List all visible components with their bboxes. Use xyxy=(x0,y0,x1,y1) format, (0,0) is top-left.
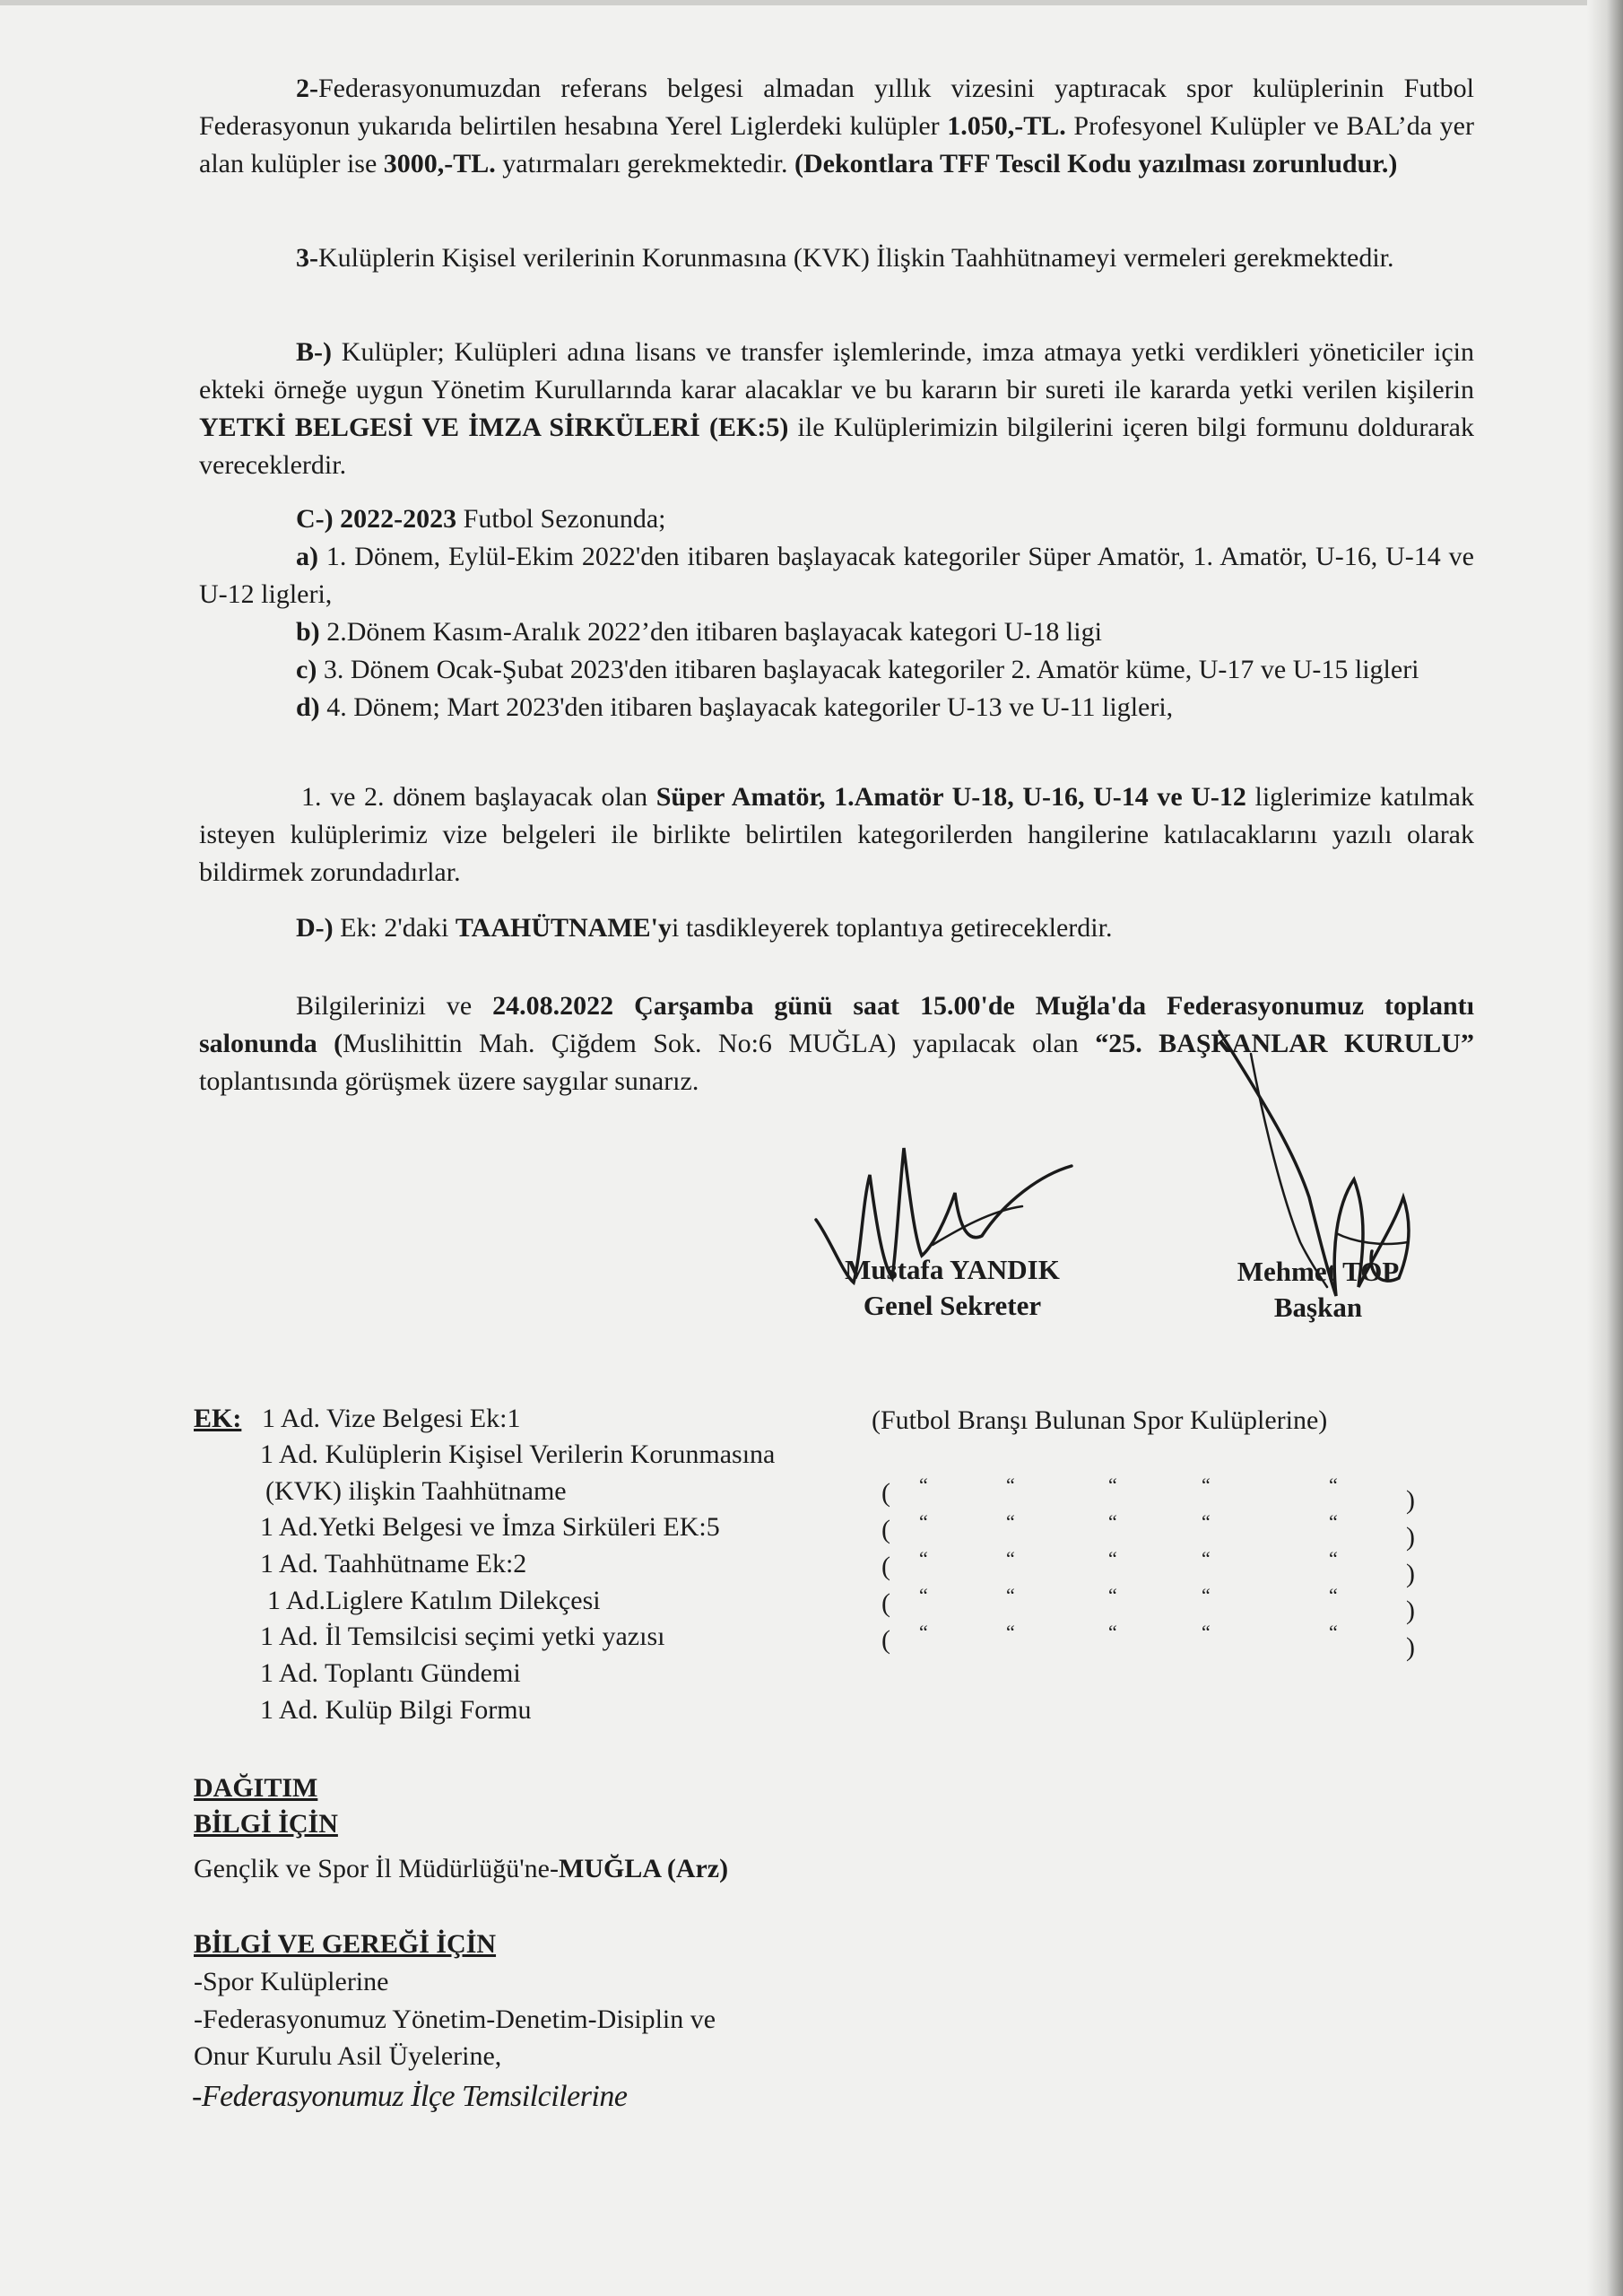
ek-item-8: 1 Ad. Toplantı Gündemi xyxy=(260,1658,521,1688)
ditto-mark: “ xyxy=(919,1474,928,1496)
ditto-mark: “ xyxy=(1329,1584,1338,1606)
signatory-right-name: Mehmet TOP xyxy=(1237,1256,1400,1287)
paragraph-c: C-) 2022-2023 Futbol Sezonunda; a) 1. Dönem, Eylül-Ekim 2022'den itibaren başlayacak kategoriler Süper Amatör, 1. Amatör, U-16, U-14 ve U-12 ligleri, b) 2.Dönem Kasım-Aralık 2022’den itibaren başlayacak kategori U-18 ligi c) 3. Dönem Ocak-Şubat 2023'den itibaren başlayacak kategoriler 2. Amatör küme, U-17 ve U-15 ligleri d) 4. Dönem; Mart 2023'den itibaren başlayacak kategoriler U-13 ve U-11 ligleri, xyxy=(199,500,1474,726)
signatory-left-title: Genel Sekreter xyxy=(863,1290,1042,1321)
ek-item-5: 1 Ad. Taahhütname Ek:2 xyxy=(260,1549,527,1578)
ek-item-4: 1 Ad.Yetki Belgesi ve İmza Sirküleri EK:5 xyxy=(260,1512,720,1542)
ek-item-1: 1 Ad. Vize Belgesi Ek:1 xyxy=(262,1404,521,1433)
ek-item-2: 1 Ad. Kulüplerin Kişisel Verilerin Korunmasına xyxy=(260,1439,776,1469)
paragraph-b: B-) Kulüpler; Kulüpleri adına lisans ve transfer işlemlerinde, imza atmaya yetki verdikleri yöneticiler için ekteki örneğe uygun Yönetim Kurullarında karar alacaklar ve bu kararın bir sureti ile kararda yetki verilen kişilerin YETKİ BELGESİ VE İMZA SİRKÜLERİ (EK:5) ile Kulüplerimizin bilgilerini içeren bilgi formunu doldurarak vereceklerdir. xyxy=(199,337,1474,480)
item-d: d) 4. Dönem; Mart 2023'den itibaren başlayacak kategoriler U-13 ve U-11 ligleri, xyxy=(296,692,1174,722)
ditto-mark: “ xyxy=(919,1547,928,1570)
item-c: c) 3. Dönem Ocak-Şubat 2023'den itibaren başlayacak kategoriler 2. Amatör küme, U-17 ve U-15 ligleri xyxy=(296,655,1419,684)
paragraph-c2: 1. ve 2. dönem başlayacak olan Süper Amatör, 1.Amatör U-18, U-16, U-14 ve U-12 liglerimize katılmak isteyen kulüplerimiz vize belgeleri ile birlikte belirtilen kategorilerden hangilerine katılacaklarını yazılı olarak bildirmek zorundadırlar. xyxy=(199,782,1474,887)
ditto-open-paren: ( xyxy=(881,1588,890,1618)
ditto-close-paren: ) xyxy=(1406,1485,1415,1515)
ditto-mark: “ xyxy=(1202,1474,1211,1496)
ditto-mark: “ xyxy=(1202,1584,1211,1606)
ditto-mark: “ xyxy=(1202,1621,1211,1643)
info-heading: BİLGİ İÇİN xyxy=(194,1809,338,1839)
ditto-open-paren: ( xyxy=(881,1515,890,1544)
ditto-mark: “ xyxy=(1006,1474,1015,1496)
ditto-mark: “ xyxy=(1108,1510,1117,1533)
scan-top-edge xyxy=(0,0,1623,5)
ditto-open-paren: ( xyxy=(881,1625,890,1655)
ditto-mark: “ xyxy=(1202,1510,1211,1533)
ditto-mark: “ xyxy=(919,1584,928,1606)
ditto-mark: “ xyxy=(1006,1547,1015,1570)
action-item-3: Onur Kurulu Asil Üyelerine, xyxy=(194,2041,502,2071)
ditto-mark: “ xyxy=(1329,1474,1338,1496)
paragraph-3: 3-Kulüplerin Kişisel verilerinin Korunmasına (KVK) İlişkin Taahhütnameyi vermeleri gerekmektedir. xyxy=(296,243,1394,273)
ek-item-3: (KVK) ilişkin Taahhütname xyxy=(265,1476,567,1506)
ditto-mark: “ xyxy=(1006,1621,1015,1643)
ek-item-6: 1 Ad.Liglere Katılım Dilekçesi xyxy=(267,1586,601,1615)
ek-item-7: 1 Ad. İl Temsilcisi seçimi yetki yazısı xyxy=(260,1622,665,1651)
ditto-open-paren: ( xyxy=(881,1552,890,1581)
ditto-close-paren: ) xyxy=(1406,1559,1415,1588)
action-item-2: -Federasyonumuz Yönetim-Denetim-Disiplin ve xyxy=(194,2005,716,2034)
ditto-mark: “ xyxy=(1202,1547,1211,1570)
distribution-heading: DAĞITIM xyxy=(194,1773,318,1803)
ditto-mark: “ xyxy=(1006,1584,1015,1606)
signatory-left-name: Mustafa YANDIK xyxy=(845,1254,1060,1285)
ditto-mark: “ xyxy=(1329,1510,1338,1533)
ek-label: EK: xyxy=(194,1404,242,1433)
signatory-right xyxy=(1193,1254,1444,1326)
scan-right-edge xyxy=(1587,0,1623,2296)
ditto-close-paren: ) xyxy=(1406,1522,1415,1552)
ek-item-9: 1 Ad. Kulüp Bilgi Formu xyxy=(260,1695,532,1725)
paragraph-2: 2-Federasyonumuzdan referans belgesi almadan yıllık vizesini yaptıracak spor kulüplerinin Futbol Federasyonun yukarıda belirtilen hesabına Yerel Liglerdeki kulüpler 1.050,-TL. Profesyonel Kulüpler ve BAL’da yer alan kulüpler ise 3000,-TL. yatırmaları gerekmektedir. (Dekontlara TFF Tescil Kodu yazılması zorunludur.) xyxy=(199,74,1474,178)
ditto-mark: “ xyxy=(1108,1584,1117,1606)
paragraph-d: D-) Ek: 2'daki TAAHÜTNAME'yi tasdikleyerek toplantıya getireceklerdir. xyxy=(296,913,1113,943)
ditto-mark: “ xyxy=(1108,1621,1117,1643)
action-item-4: -Federasyonumuz İlçe Temsilcilerine xyxy=(192,2080,628,2113)
info-recipient: Gençlik ve Spor İl Müdürlüğü'ne-MUĞLA (Arz) xyxy=(194,1854,729,1883)
ditto-mark: “ xyxy=(1108,1547,1117,1570)
action-heading: BİLGİ VE GEREĞİ İÇİN xyxy=(194,1929,497,1959)
ditto-open-paren: ( xyxy=(881,1478,890,1508)
ditto-close-paren: ) xyxy=(1406,1596,1415,1625)
ek-recipient: (Futbol Branşı Bulunan Spor Kulüplerine) xyxy=(872,1405,1328,1435)
ditto-mark: “ xyxy=(919,1510,928,1533)
ditto-mark: “ xyxy=(1108,1474,1117,1496)
item-b: b) 2.Dönem Kasım-Aralık 2022’den itibaren başlayacak kategori U-18 ligi xyxy=(296,617,1102,647)
ditto-mark: “ xyxy=(1329,1547,1338,1570)
ditto-mark: “ xyxy=(1329,1621,1338,1643)
ditto-mark: “ xyxy=(1006,1510,1015,1533)
item-a: a) 1. Dönem, Eylül-Ekim 2022'den itibaren başlayacak kategoriler Süper Amatör, 1. Amatör, U-16, U-14 ve U-12 ligleri, xyxy=(199,542,1474,609)
action-item-1: -Spor Kulüplerine xyxy=(194,1967,389,1996)
closing-paragraph: Bilgilerinizi ve 24.08.2022 Çarşamba günü saat 15.00'de Muğla'da Federasyonumuz toplantı salonunda (Muslihittin Mah. Çiğdem Sok. No:6 MUĞLA) yapılacak olan “25. BAŞKANLAR KURULU” toplantısında görüşmek üzere saygılar sunarız. xyxy=(199,991,1474,1096)
signatory-right-title: Başkan xyxy=(1273,1292,1363,1323)
ditto-close-paren: ) xyxy=(1406,1632,1415,1662)
signatory-left xyxy=(800,1252,1105,1324)
ditto-mark: “ xyxy=(919,1621,928,1643)
